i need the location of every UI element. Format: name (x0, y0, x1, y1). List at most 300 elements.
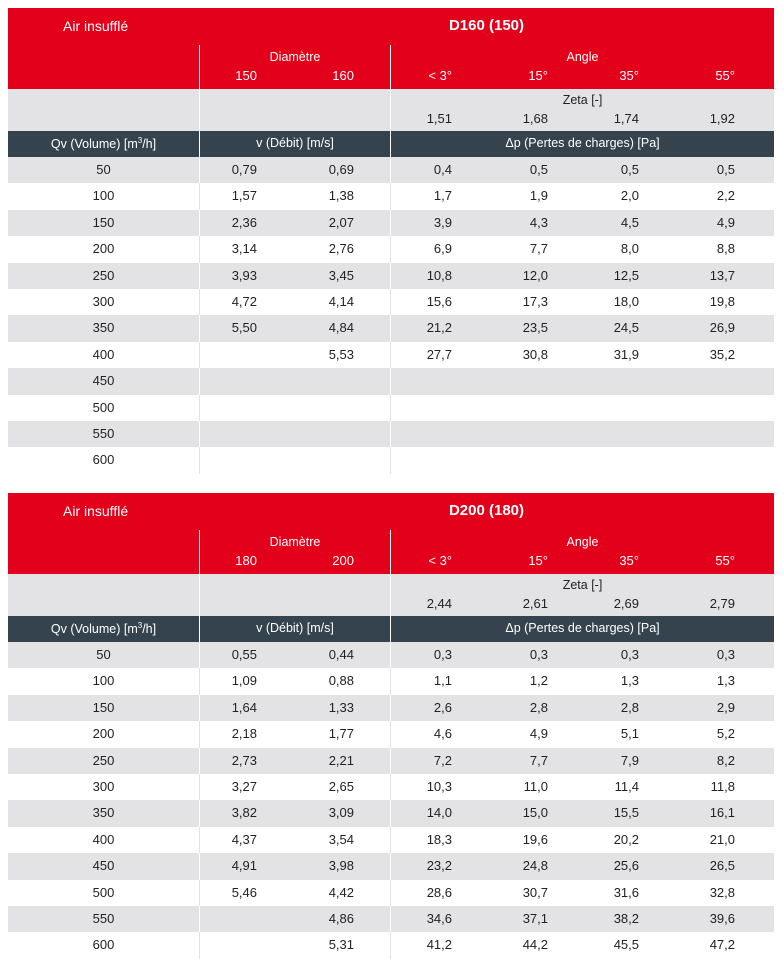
pressure-value: 4,5 (620, 214, 639, 230)
pressure-cell (390, 368, 774, 394)
velocity-value: 3,09 (328, 805, 354, 821)
velocity-value: 0,88 (328, 673, 354, 689)
velocity-values (200, 294, 390, 309)
qv-value: 150 (92, 699, 115, 715)
qv-value: 400 (92, 831, 115, 847)
table-row (8, 315, 774, 341)
pressure-value: 35,2 (709, 346, 735, 362)
pressure-cell (390, 263, 774, 289)
velocity-cell (199, 695, 390, 721)
qv-value: 250 (92, 267, 115, 283)
zeta-empty-cell (8, 574, 199, 616)
zeta-value: 2,61 (522, 596, 548, 611)
pressure-value: 47,2 (709, 937, 735, 953)
qv-value: 550 (92, 910, 115, 926)
table-row (8, 368, 774, 394)
zeta-value: 1,92 (709, 111, 735, 126)
velocity-cell (199, 368, 390, 394)
table-title: D200 (180) (448, 502, 525, 519)
qv-cell (8, 800, 199, 826)
pressure-value: 0,3 (620, 647, 639, 662)
pressure-cell (390, 183, 774, 209)
pressure-value: 0,3 (529, 647, 548, 662)
pressure-cell (390, 289, 774, 315)
pressure-value: 10,3 (426, 778, 452, 794)
table-row (8, 932, 774, 958)
pressure-cell (390, 342, 774, 368)
qv-value: 400 (92, 346, 115, 362)
velocity-value: 1,33 (328, 699, 354, 715)
zeta-row (8, 89, 774, 131)
zeta-value: 2,44 (426, 596, 452, 611)
pressure-cell (390, 315, 774, 341)
velocity-value: 1,57 (231, 188, 257, 204)
velocity-value: 5,53 (328, 346, 354, 362)
velocity-value: 3,45 (328, 267, 354, 283)
velocity-cell (199, 421, 390, 447)
qv-value: 500 (92, 399, 115, 415)
angle-values (391, 553, 774, 568)
velocity-value: 5,50 (231, 320, 257, 336)
pressure-column-label: Δp (Pertes de charges) [Pa] (505, 136, 660, 150)
pressure-value: 4,9 (716, 214, 735, 230)
zeta-value: 1,68 (522, 111, 548, 126)
velocity-cell (199, 853, 390, 879)
velocity-value: 2,07 (328, 214, 354, 230)
qv-value: 100 (92, 673, 115, 689)
velocity-value: 1,64 (231, 699, 257, 715)
pressure-value: 38,2 (613, 910, 639, 926)
pressure-value: 41,2 (426, 937, 452, 953)
qv-cell (8, 827, 199, 853)
table-row (8, 447, 774, 473)
table-row (8, 774, 774, 800)
table-row (8, 183, 774, 209)
velocity-values (200, 320, 390, 335)
velocity-values (200, 858, 390, 873)
diameter-label: Diamètre (269, 535, 321, 549)
pressure-cell (390, 774, 774, 800)
velocity-values (200, 779, 390, 794)
pressure-value: 39,6 (709, 910, 735, 926)
pressure-value: 0,3 (433, 647, 452, 662)
velocity-values (200, 885, 390, 900)
zeta-cell (390, 89, 774, 131)
pressure-cell (390, 447, 774, 473)
angle-header-cell (390, 530, 774, 574)
table-row (8, 157, 774, 183)
qv-cell (8, 183, 199, 209)
table-label: Air insufflé (63, 18, 129, 34)
velocity-values (200, 805, 390, 820)
pressure-value: 15,0 (522, 805, 548, 821)
pressure-cell (390, 880, 774, 906)
qv-cell (8, 263, 199, 289)
zeta-empty-cell (199, 574, 390, 616)
pressure-values (391, 215, 774, 230)
zeta-value: 2,69 (613, 596, 639, 611)
velocity-values (200, 673, 390, 688)
qv-label-end: /h] (142, 622, 157, 637)
velocity-cell (199, 315, 390, 341)
pressure-value: 31,6 (613, 884, 639, 900)
pressure-value: 32,8 (709, 884, 735, 900)
zeta-value: 1,74 (613, 111, 639, 126)
table-row (8, 800, 774, 826)
angle-value: < 3° (428, 68, 452, 83)
velocity-value: 3,54 (328, 831, 354, 847)
pressure-values (391, 885, 774, 900)
diameter-value: 200 (332, 553, 354, 568)
velocity-values (200, 215, 390, 230)
diameter-values (200, 68, 390, 83)
velocity-value: 0,69 (328, 162, 354, 177)
velocity-values (200, 911, 390, 926)
pressure-value: 16,1 (709, 805, 735, 821)
pressure-value: 7,7 (529, 241, 548, 257)
pressure-values (391, 647, 774, 662)
pressure-value: 5,2 (716, 726, 735, 742)
pressure-value: 4,6 (433, 726, 452, 742)
table-label: Air insufflé (63, 503, 129, 519)
pressure-values (391, 241, 774, 256)
qv-value: 50 (96, 647, 111, 662)
table-row (8, 395, 774, 421)
qv-cell (8, 774, 199, 800)
pressure-value: 25,6 (613, 858, 639, 874)
qv-value: 100 (92, 188, 115, 204)
velocity-cell (199, 447, 390, 473)
table-row (8, 906, 774, 932)
velocity-value: 0,79 (231, 162, 257, 177)
pressure-value: 11,8 (710, 778, 735, 794)
pressure-cell (390, 642, 774, 668)
velocity-value (200, 911, 257, 926)
velocity-value: 2,21 (328, 752, 354, 768)
angle-header-cell (390, 45, 774, 89)
pressure-value: 0,4 (433, 162, 452, 177)
zeta-cell (390, 574, 774, 616)
pressure-value: 17,3 (522, 293, 548, 309)
pressure-value: 14,0 (426, 805, 452, 821)
pressure-value: 2,8 (529, 699, 548, 715)
pressure-value: 0,5 (716, 162, 735, 177)
pressure-values (391, 188, 774, 203)
zeta-values (391, 596, 774, 611)
qv-value: 200 (92, 241, 115, 257)
pressure-value: 24,5 (613, 320, 639, 336)
qv-column-label (8, 136, 199, 151)
qv-cell (8, 721, 199, 747)
pressure-values (391, 832, 774, 847)
pressure-value: 27,7 (426, 346, 452, 362)
pressure-value: 28,6 (426, 884, 452, 900)
velocity-value: 0,55 (231, 647, 257, 662)
velocity-value: 2,73 (231, 752, 257, 768)
velocity-values (200, 347, 390, 362)
pressure-value: 26,9 (709, 320, 735, 336)
table-title: D160 (150) (448, 17, 525, 34)
pressure-values (391, 779, 774, 794)
pressure-values (391, 726, 774, 741)
pressure-value: 6,9 (433, 241, 452, 257)
pressure-cell (390, 932, 774, 958)
table-row (8, 642, 774, 668)
table-title-row (8, 8, 774, 45)
pressure-value: 1,3 (620, 673, 639, 689)
qv-column-label (8, 621, 199, 636)
velocity-values (200, 647, 390, 662)
qv-cell (8, 421, 199, 447)
velocity-value: 5,46 (231, 884, 257, 900)
velocity-value: 4,14 (328, 293, 354, 309)
pressure-value: 15,6 (426, 293, 452, 309)
table-row (8, 421, 774, 447)
table-row (8, 880, 774, 906)
table-row (8, 210, 774, 236)
pressure-column-label: Δp (Pertes de charges) [Pa] (505, 621, 660, 635)
velocity-values (200, 700, 390, 715)
velocity-value (200, 347, 257, 362)
pressure-value: 10,8 (426, 267, 452, 283)
velocity-column-label: v (Débit) [m/s] (256, 621, 334, 635)
pressure-cell (390, 210, 774, 236)
pressure-value: 18,3 (426, 831, 452, 847)
pressure-value: 7,9 (620, 752, 639, 768)
zeta-label: Zeta [-] (562, 578, 603, 592)
velocity-column-label: v (Débit) [m/s] (256, 136, 334, 150)
pressure-value: 44,2 (522, 937, 548, 953)
velocity-column-header (199, 616, 390, 642)
velocity-value: 0,44 (328, 647, 354, 662)
pressure-value: 4,9 (529, 726, 548, 742)
column-header-row (8, 616, 774, 642)
pressure-value: 2,8 (620, 699, 639, 715)
pressure-value: 24,8 (522, 858, 548, 874)
pressure-cell (390, 721, 774, 747)
pressure-value: 1,1 (433, 673, 452, 689)
pressure-values (391, 294, 774, 309)
angle-value: 15° (528, 68, 548, 83)
pressure-values (391, 937, 774, 952)
pressure-value: 31,9 (613, 346, 639, 362)
qv-label-text: Qv (Volume) [m (50, 622, 138, 637)
diameter-label: Diamètre (269, 50, 321, 64)
velocity-value: 4,37 (231, 831, 257, 847)
velocity-cell (199, 642, 390, 668)
velocity-cell (199, 289, 390, 315)
qv-cell (8, 210, 199, 236)
pressure-value: 1,3 (716, 673, 735, 689)
qv-cell (8, 880, 199, 906)
angle-value: 35° (619, 68, 639, 83)
pressure-cell (390, 157, 774, 183)
velocity-value: 3,98 (328, 858, 354, 874)
pressure-column-header (390, 616, 774, 642)
qv-cell (8, 853, 199, 879)
angle-label: Angle (566, 535, 599, 549)
pressure-value: 0,5 (529, 162, 548, 177)
qv-cell (8, 395, 199, 421)
angle-label: Angle (566, 50, 599, 64)
velocity-cell (199, 157, 390, 183)
velocity-value: 1,09 (231, 673, 257, 689)
qv-label-sup: 3 (137, 136, 143, 145)
angle-value: 55° (715, 68, 735, 83)
pressure-value: 20,2 (613, 831, 639, 847)
velocity-cell (199, 395, 390, 421)
pressure-value: 23,5 (522, 320, 548, 336)
qv-value: 350 (92, 320, 115, 336)
pressure-value: 2,9 (716, 699, 735, 715)
qv-value: 300 (92, 293, 115, 309)
pressure-value: 2,6 (433, 699, 452, 715)
velocity-value: 3,93 (231, 267, 257, 283)
table-row (8, 668, 774, 694)
table-row (8, 289, 774, 315)
qv-label-sup: 3 (137, 621, 143, 630)
velocity-cell (199, 236, 390, 262)
velocity-value: 3,82 (231, 805, 257, 821)
pressure-cell (390, 853, 774, 879)
velocity-values (200, 268, 390, 283)
velocity-value: 3,14 (231, 241, 257, 257)
table-row (8, 748, 774, 774)
velocity-value: 4,72 (231, 293, 257, 309)
pressure-value: 4,3 (529, 214, 548, 230)
velocity-value: 1,38 (328, 188, 354, 204)
qv-cell (8, 668, 199, 694)
angle-value: 35° (619, 553, 639, 568)
diameter-header-cell (199, 45, 390, 89)
velocity-cell (199, 774, 390, 800)
qv-cell (8, 157, 199, 183)
header-empty-cell (8, 45, 199, 89)
table-row (8, 236, 774, 262)
diameter-value: 180 (235, 553, 257, 568)
qv-value: 600 (92, 452, 115, 468)
qv-value: 150 (92, 214, 115, 230)
velocity-cell (199, 183, 390, 209)
pressure-values (391, 347, 774, 362)
velocity-value: 4,42 (328, 884, 354, 900)
qv-value: 600 (92, 937, 115, 953)
qv-cell (8, 289, 199, 315)
pressure-value: 45,5 (613, 937, 639, 953)
velocity-value: 4,86 (328, 910, 354, 926)
pressure-cell (390, 827, 774, 853)
velocity-values (200, 188, 390, 203)
column-header-row (8, 131, 774, 157)
qv-value: 450 (92, 858, 115, 874)
qv-label-text: Qv (Volume) [m (50, 137, 138, 152)
pressure-value: 30,8 (522, 346, 548, 362)
velocity-values (200, 241, 390, 256)
angle-value: 55° (715, 553, 735, 568)
qv-value: 300 (92, 778, 115, 794)
pressure-value: 0,5 (620, 162, 639, 177)
pressure-loss-table-d160 (8, 8, 774, 474)
title-main-cell (199, 8, 774, 45)
header-empty-cell (8, 530, 199, 574)
pressure-value: 1,9 (529, 188, 548, 204)
pressure-value: 1,7 (433, 188, 452, 204)
qv-value: 350 (92, 805, 115, 821)
qv-value: 550 (92, 425, 115, 441)
velocity-cell (199, 721, 390, 747)
zeta-value: 1,51 (426, 111, 452, 126)
pressure-value: 19,8 (709, 293, 735, 309)
velocity-value: 4,84 (328, 320, 354, 336)
pressure-values (391, 700, 774, 715)
pressure-value: 2,0 (620, 188, 639, 204)
pressure-value: 30,7 (522, 884, 548, 900)
pressure-value: 12,0 (522, 267, 548, 283)
velocity-values (200, 726, 390, 741)
qv-column-header (8, 131, 199, 157)
pressure-values (391, 911, 774, 926)
pressure-cell (390, 800, 774, 826)
pressure-values (391, 753, 774, 768)
pressure-value: 12,5 (613, 267, 639, 283)
pressure-value: 21,2 (426, 320, 452, 336)
pressure-value: 11,4 (614, 778, 639, 794)
pressure-value: 8,8 (716, 241, 735, 257)
pressure-value: 2,2 (716, 188, 735, 204)
qv-cell (8, 906, 199, 932)
pressure-value: 34,6 (426, 910, 452, 926)
velocity-value: 2,36 (231, 214, 257, 230)
velocity-cell (199, 932, 390, 958)
velocity-value: 5,31 (328, 937, 354, 953)
table-row (8, 695, 774, 721)
qv-cell (8, 642, 199, 668)
diameter-values (200, 553, 390, 568)
pressure-value: 18,0 (613, 293, 639, 309)
zeta-label: Zeta [-] (562, 93, 603, 107)
zeta-empty-cell (8, 89, 199, 131)
pressure-cell (390, 695, 774, 721)
velocity-value (200, 937, 257, 952)
velocity-cell (199, 800, 390, 826)
qv-label-end: /h] (142, 137, 157, 152)
table-row (8, 827, 774, 853)
velocity-value: 2,65 (328, 778, 354, 794)
velocity-values (200, 832, 390, 847)
velocity-values (200, 753, 390, 768)
qv-cell (8, 368, 199, 394)
table-row (8, 853, 774, 879)
qv-cell (8, 236, 199, 262)
pressure-values (391, 162, 774, 177)
header-row (8, 45, 774, 89)
velocity-column-header (199, 131, 390, 157)
pressure-value: 0,3 (716, 647, 735, 662)
velocity-cell (199, 748, 390, 774)
angle-value: 15° (528, 553, 548, 568)
velocity-cell (199, 342, 390, 368)
pressure-cell (390, 906, 774, 932)
pressure-values (391, 320, 774, 335)
velocity-value: 4,91 (231, 858, 257, 874)
zeta-values (391, 111, 774, 126)
qv-cell (8, 315, 199, 341)
qv-cell (8, 342, 199, 368)
pressure-values (391, 268, 774, 283)
pressure-cell (390, 748, 774, 774)
velocity-value: 3,27 (231, 778, 257, 794)
qv-cell (8, 932, 199, 958)
